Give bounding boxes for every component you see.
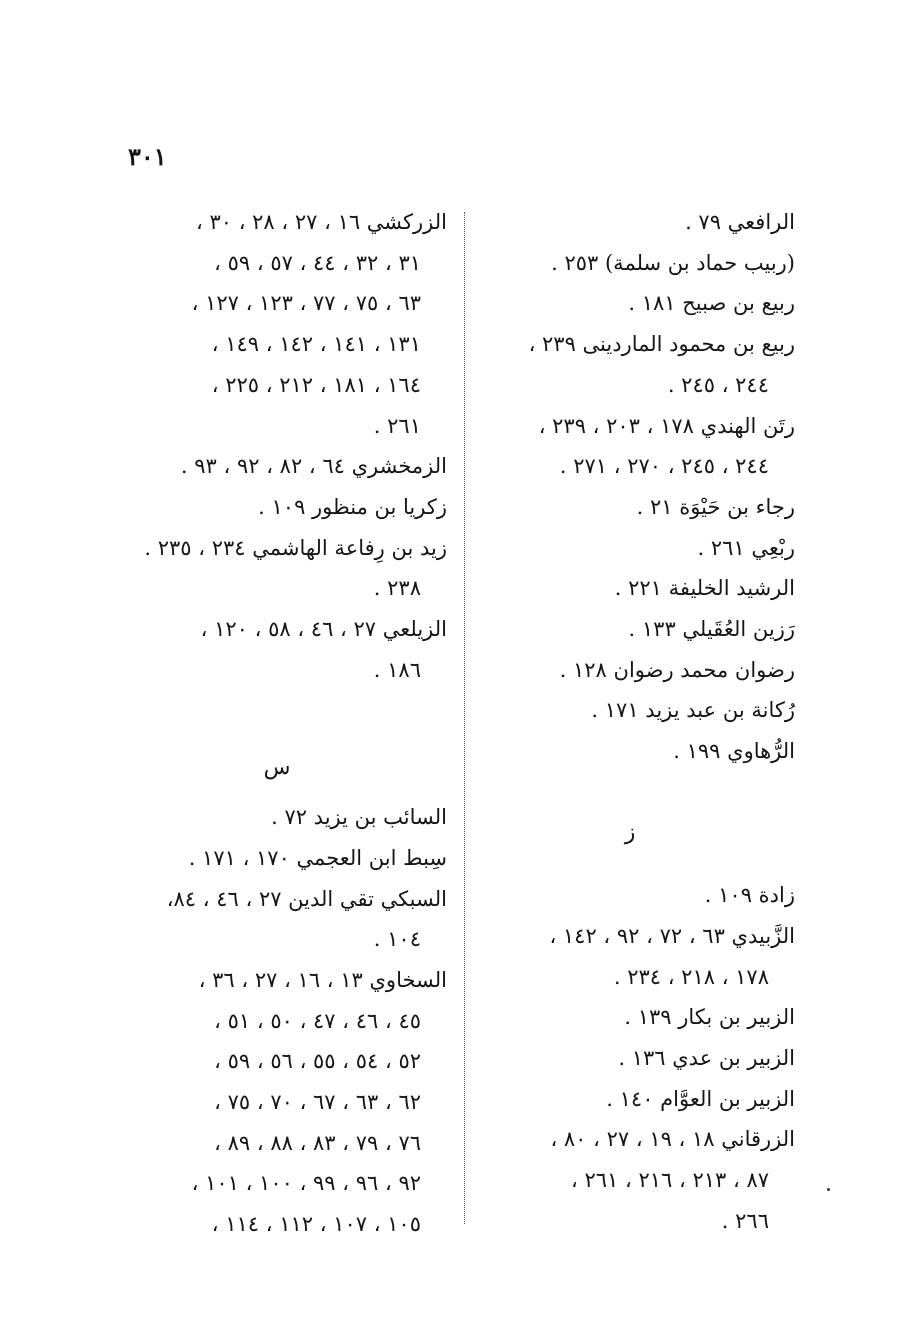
- index-entry-continuation: ٦٣ ، ٧٥ ، ٧٧ ، ١٢٣ ، ١٢٧ ،: [191, 291, 421, 316]
- index-entry: الرشيد الخليفة ٢٢١ .: [614, 576, 795, 601]
- index-entry: السبكي تقي الدين ٢٧ ، ٤٦ ، ٨٤،: [166, 886, 447, 911]
- index-entry: الرافعي ٧٩ .: [685, 210, 795, 234]
- index-entry: رضوان محمد رضوان ١٢٨ .: [559, 657, 795, 682]
- index-entry-continuation: ٨٧ ، ٢١٣ ، ٢١٦ ، ٢٦١ ،: [571, 1168, 769, 1193]
- index-entry: السائب بن يزيد ٧٢ .: [271, 805, 447, 830]
- index-entry: الزبير بن بكار ١٣٩ .: [624, 1005, 795, 1030]
- index-entry: ربْعِي ٢٦١ .: [697, 535, 795, 560]
- index-entry: الزبير بن عدي ١٣٦ .: [618, 1046, 795, 1071]
- index-entry-continuation: ٢٣٨ .: [373, 576, 421, 601]
- index-column-left: [107, 202, 447, 1245]
- index-entry-continuation: ٣١ ، ٣٢ ، ٤٤ ، ٥٧ ، ٥٩ ،: [214, 250, 421, 275]
- section-letter-heading: س: [263, 755, 291, 781]
- index-entry: ربيع بن صبيح ١٨١ .: [628, 291, 795, 316]
- index-entry: الزرقاني ١٨ ، ١٩ ، ٢٧ ، ٨٠ ،: [550, 1127, 795, 1152]
- index-entry-continuation: ٤٥ ، ٤٦ ، ٤٧ ، ٥٠ ، ٥١ ،: [214, 1008, 421, 1033]
- index-entry: الزركشي ١٦ ، ٢٧ ، ٢٨ ، ٣٠ ،: [196, 210, 447, 234]
- index-entry: سِبط ابن العجمي ١٧٠ ، ١٧١ .: [188, 845, 447, 870]
- page-number: ٣٠١: [128, 142, 167, 171]
- index-entry: رتَن الهندي ١٧٨ ، ٢٠٣ ، ٢٣٩ ،: [538, 413, 795, 438]
- index-entry-continuation: ٦٢ ، ٦٣ ، ٦٧ ، ٧٠ ، ٧٥ ،: [214, 1090, 421, 1115]
- index-entry: (ربيب حماد بن سلمة) ٢٥٣ .: [551, 250, 795, 275]
- index-entry-continuation: ١٣١ ، ١٤١ ، ١٤٢ ، ١٤٩ ،: [211, 332, 421, 357]
- index-entry: الزمخشري ٦٤ ، ٨٢ ، ٩٢ ، ٩٣ .: [180, 454, 447, 479]
- index-entry: ربيع بن محمود الماردينى ٢٣٩ ،: [528, 332, 795, 357]
- index-entry-continuation: ١٠٥ ، ١٠٧ ، ١١٢ ، ١١٤ ،: [211, 1212, 421, 1237]
- index-entry: الزَّبيدي ٦٣ ، ٧٢ ، ٩٢ ، ١٤٢ ،: [549, 923, 795, 948]
- column-divider: [464, 212, 465, 1224]
- index-entry: رَزين العُقَيلي ١٣٣ .: [628, 617, 795, 642]
- index-entry: السخاوي ١٣ ، ١٦ ، ٢٧ ، ٣٦ ،: [198, 967, 447, 992]
- index-entry: الرُّهاوي ١٩٩ .: [673, 739, 795, 764]
- print-speck: [827, 1188, 830, 1191]
- index-entry-continuation: ١٠٤ .: [373, 927, 421, 952]
- index-column-right: [465, 202, 795, 1242]
- index-entry-continuation: ١٦٤ ، ١٨١ ، ٢١٢ ، ٢٢٥ ،: [211, 372, 421, 397]
- index-entry: الزبير بن العوَّام ١٤٠ .: [606, 1086, 795, 1111]
- index-entry-continuation: ٩٢ ، ٩٦ ، ٩٩ ، ١٠٠ ، ١٠١ ،: [191, 1171, 421, 1196]
- index-entry: الزيلعي ٢٧ ، ٤٦ ، ٥٨ ، ١٢٠ ،: [200, 617, 447, 642]
- index-entry-continuation: ٢٤٤ ، ٢٤٥ .: [667, 372, 769, 397]
- index-entry-continuation: ٢٦٦ .: [721, 1208, 769, 1233]
- index-entry-continuation: ٧٦ ، ٧٩ ، ٨٣ ، ٨٨ ، ٨٩ ،: [214, 1130, 421, 1155]
- index-entry: زيد بن رِفاعة الهاشمي ٢٣٤ ، ٢٣٥ .: [144, 535, 447, 560]
- index-entry: زكريا بن منظور ١٠٩ .: [258, 494, 447, 519]
- index-entry-continuation: ١٨٦ .: [373, 657, 421, 682]
- index-entry-continuation: ٥٢ ، ٥٤ ، ٥٥ ، ٥٦ ، ٥٩ ،: [214, 1049, 421, 1074]
- index-entry-continuation: ١٧٨ ، ٢١٨ ، ٢٣٤ .: [613, 964, 769, 989]
- section-letter-heading: ز: [624, 819, 636, 845]
- index-entry: رُكانة بن عبد يزيد ١٧١ .: [591, 698, 795, 723]
- index-entry-continuation: ٢٤٤ ، ٢٤٥ ، ٢٧٠ ، ٢٧١ .: [559, 454, 769, 479]
- index-entry: رجاء بن حَيْوَة ٢١ .: [636, 494, 795, 519]
- index-entry-continuation: ٢٦١ .: [373, 413, 421, 438]
- index-entry: زادة ١٠٩ .: [704, 883, 795, 908]
